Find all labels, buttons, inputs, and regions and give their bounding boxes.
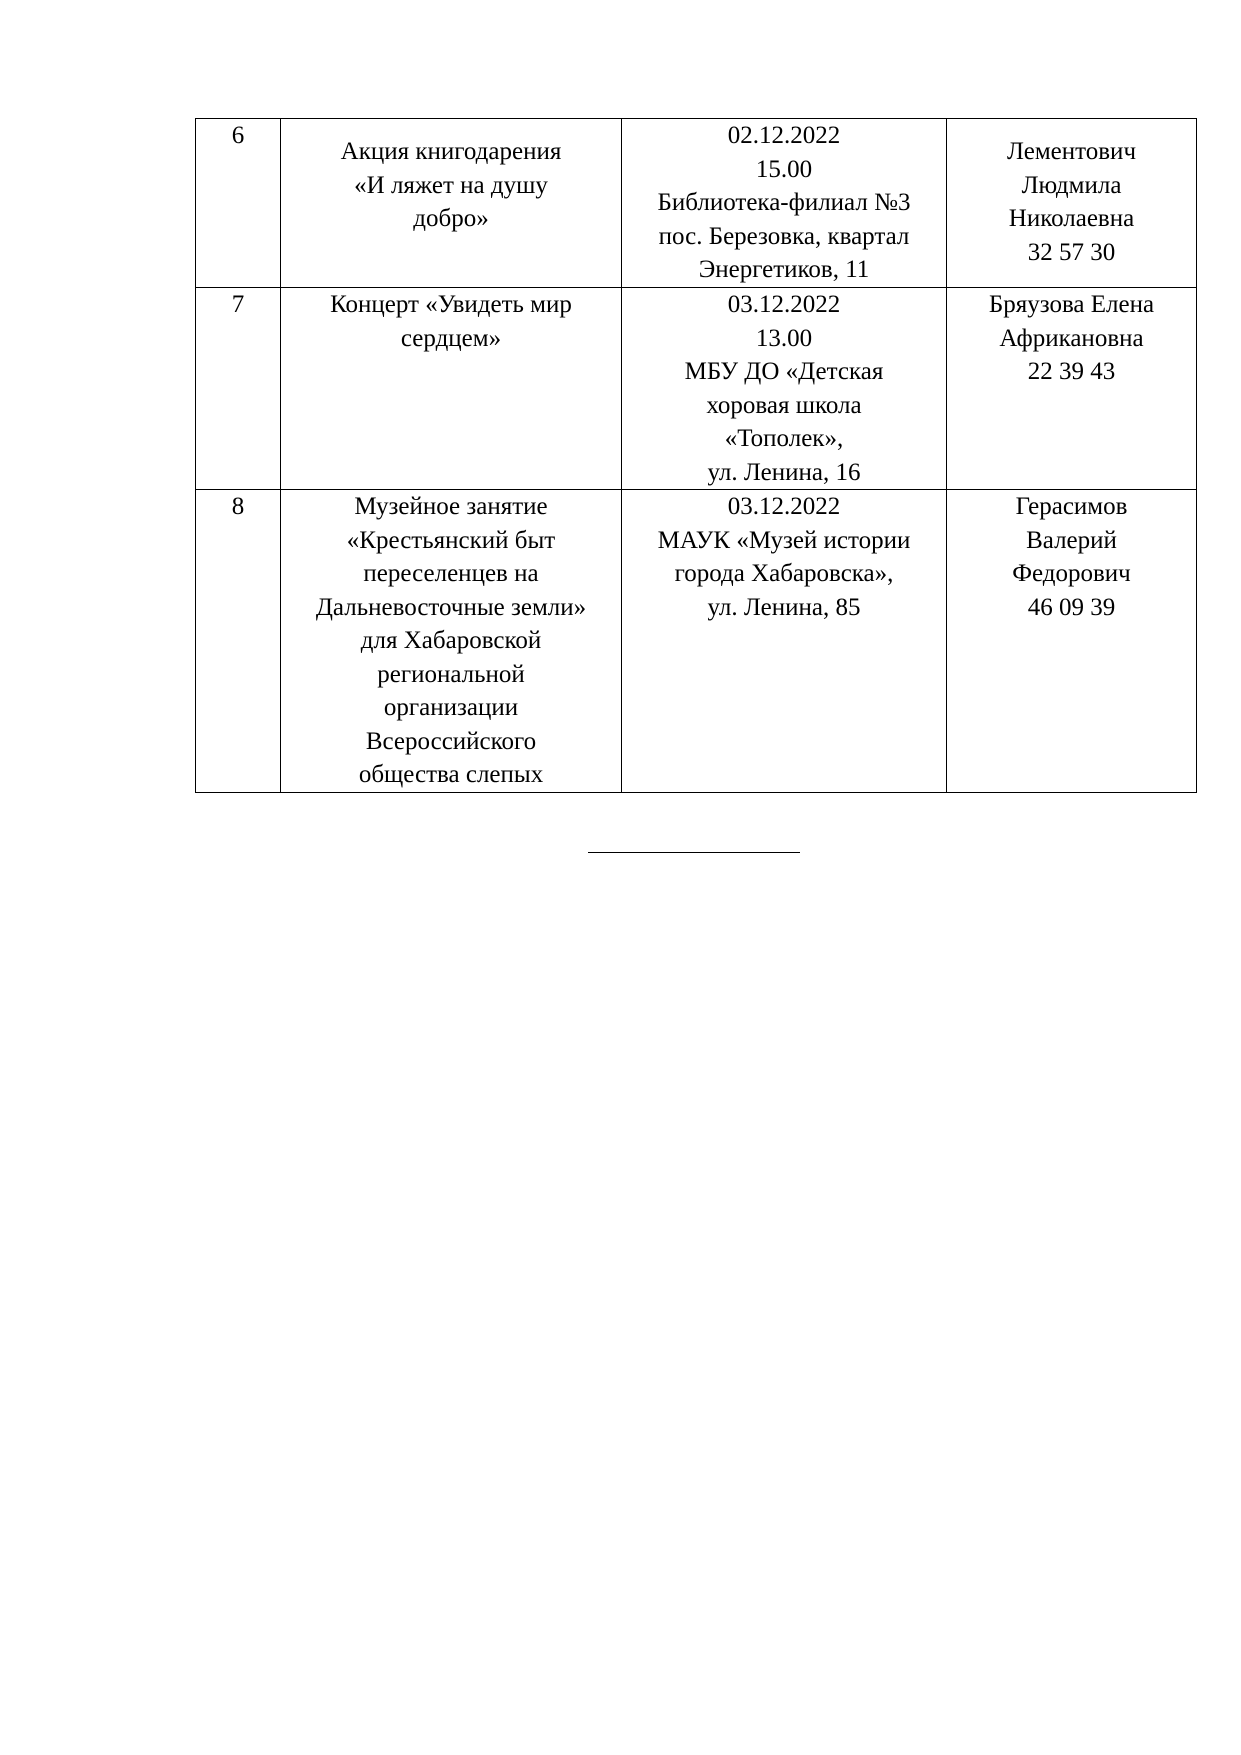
event-title [281,119,622,288]
event-date-place: 03.12.2022 13.00 МБУ ДО «Детская хоровая школа «Тополек», ул. Ленина, 16 [622,288,947,490]
row-number: 6 [196,119,281,288]
event-title: Музейное занятие «Крестьянский быт переселенцев на Дальневосточные земли» для Хабаровской региональной организации Всероссийского общества слепых [281,490,622,793]
event-date-place: 03.12.2022 МАУК «Музей истории города Хабаровска», ул. Ленина, 85 [622,490,947,793]
event-title-text: Акция книгодарения «И ляжет на душу добро» [340,138,562,232]
end-separator-line [588,852,800,853]
responsible-contact: Бряузова Елена Африкановна 22 39 43 [947,288,1197,490]
table-row [196,288,1197,490]
event-title: Концерт «Увидеть мир сердцем» [281,288,622,490]
table-row [196,119,1197,288]
events-table [195,118,1197,793]
responsible-contact-text: Лементович Людмила Николаевна 32 57 30 [1006,138,1137,266]
table-row [196,490,1197,793]
row-number: 7 [196,288,281,490]
responsible-contact: Герасимов Валерий Федорович 46 09 39 [947,490,1197,793]
responsible-contact [947,119,1197,288]
event-date-place: 02.12.2022 15.00 Библиотека-филиал №3 пос. Березовка, квартал Энергетиков, 11 [622,119,947,288]
row-number: 8 [196,490,281,793]
